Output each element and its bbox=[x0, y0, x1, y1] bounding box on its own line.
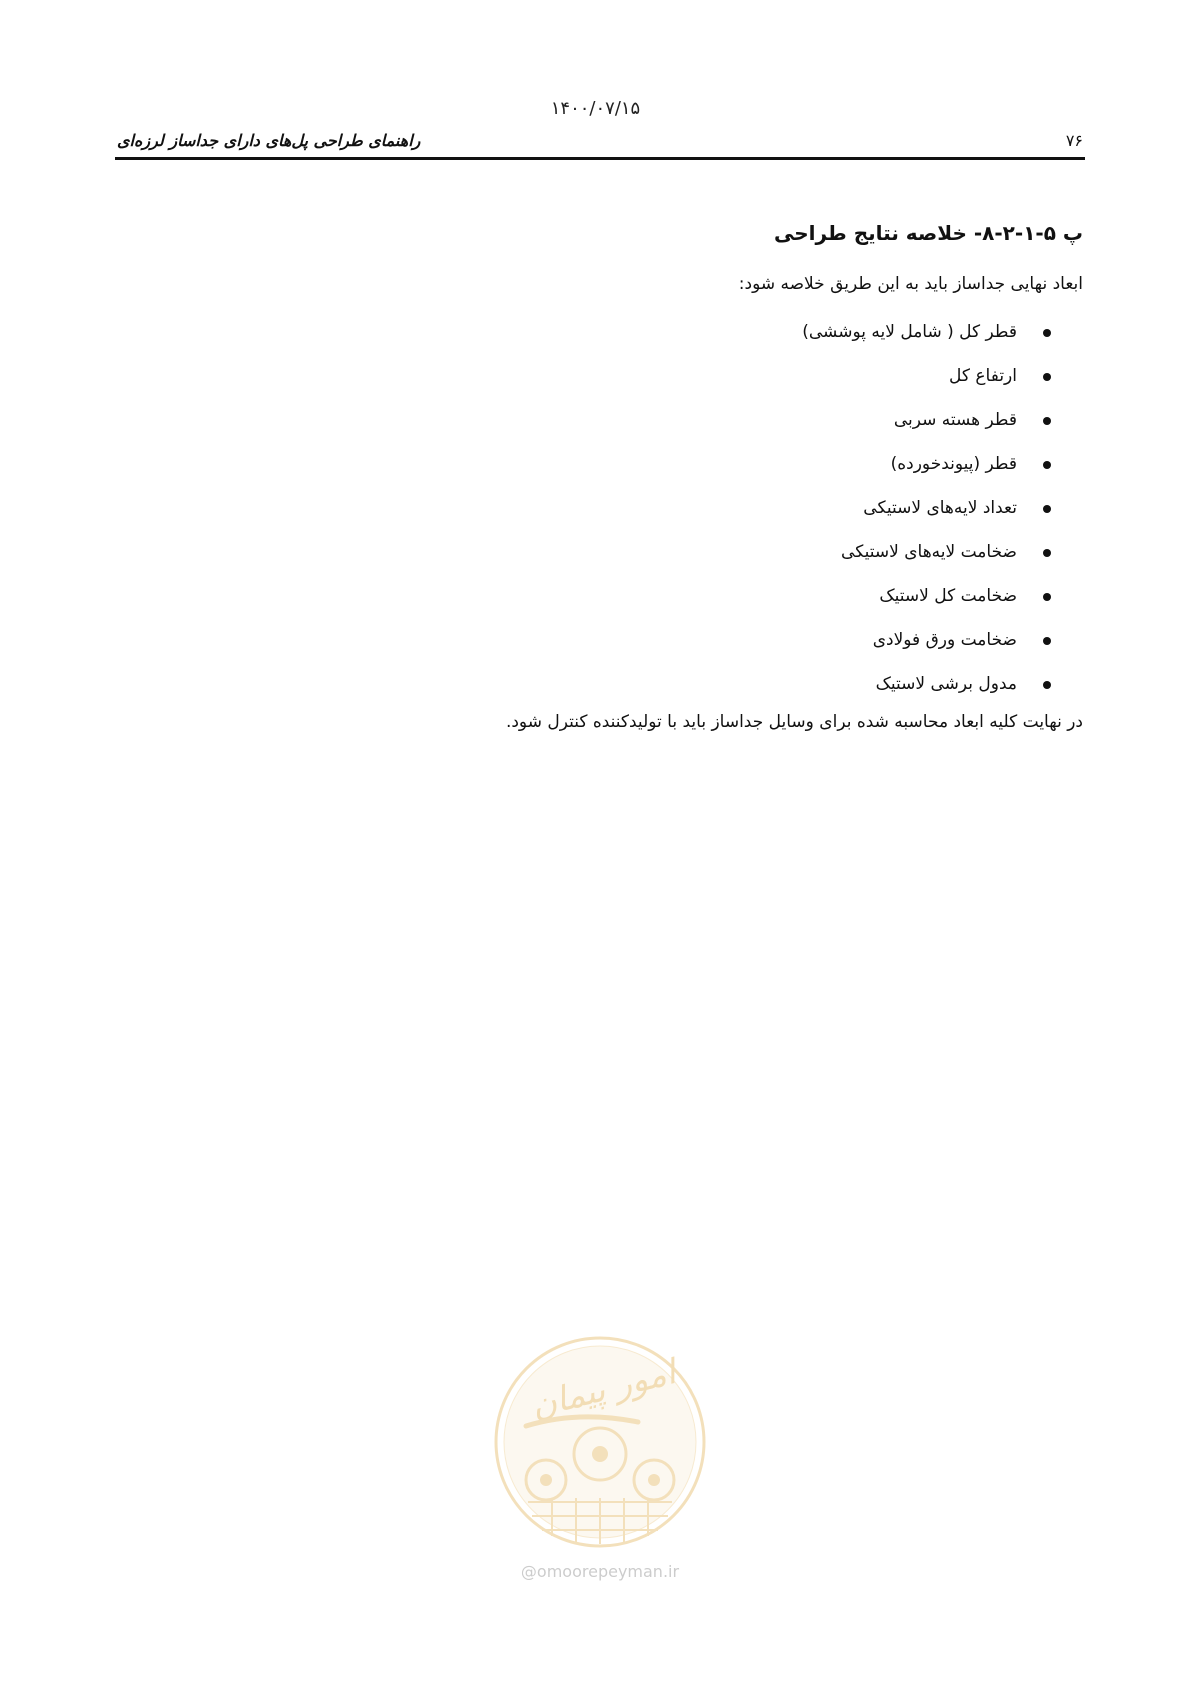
list-item-label: ضخامت ورق فولادی bbox=[872, 630, 1017, 650]
list-item-label: قطر (پیوندخورده) bbox=[890, 454, 1017, 474]
list-item-label: تعداد لایه‌های لاستیکی bbox=[863, 498, 1017, 518]
intro-paragraph: ابعاد نهایی جداساز باید به این طریق خلاصه شود: bbox=[738, 274, 1083, 294]
bullet-icon bbox=[1043, 461, 1051, 469]
bullet-icon bbox=[1043, 549, 1051, 557]
closing-paragraph: در نهایت کلیه ابعاد محاسبه شده برای وسایل جداساز باید با تولیدکننده کنترل شود. bbox=[505, 712, 1083, 732]
svg-text:امور پیمان: امور پیمان bbox=[527, 1352, 680, 1427]
dimension-list bbox=[115, 318, 1083, 714]
list-item bbox=[115, 670, 1051, 714]
list-item-label: ضخامت لایه‌های لاستیکی bbox=[841, 542, 1017, 562]
list-item bbox=[115, 538, 1051, 582]
bullet-icon bbox=[1043, 637, 1051, 645]
list-item bbox=[115, 318, 1051, 362]
watermark-caption: @omoorepeyman.ir bbox=[520, 1562, 680, 1581]
watermark bbox=[488, 1330, 712, 1581]
watermark-logo-icon bbox=[488, 1330, 712, 1554]
list-item-label: مدول برشی لاستیک bbox=[875, 674, 1017, 694]
bullet-icon bbox=[1043, 329, 1051, 337]
list-item bbox=[115, 450, 1051, 494]
header-rule bbox=[115, 157, 1085, 160]
bullet-icon bbox=[1043, 505, 1051, 513]
list-item-label: ارتفاع کل bbox=[949, 366, 1017, 386]
page-number: ۷۶ bbox=[1065, 131, 1083, 150]
list-item-label: قطر هسته سربی bbox=[893, 410, 1017, 430]
list-item bbox=[115, 362, 1051, 406]
bullet-icon bbox=[1043, 593, 1051, 601]
list-item bbox=[115, 494, 1051, 538]
list-item bbox=[115, 626, 1051, 670]
list-item bbox=[115, 406, 1051, 450]
list-item-label: ضخامت کل لاستیک bbox=[879, 586, 1017, 606]
bullet-icon bbox=[1043, 417, 1051, 425]
list-item-label: قطر کل ( شامل لایه پوششی) bbox=[802, 322, 1017, 342]
bullet-icon bbox=[1043, 373, 1051, 381]
list-item bbox=[115, 582, 1051, 626]
section-content bbox=[115, 218, 1083, 736]
document-date: ۱۴۰۰/۰۷/۱۵ bbox=[550, 98, 641, 119]
running-title: راهنمای طراحی پل‌های دارای جداساز لرزه‌ای bbox=[117, 131, 421, 150]
bullet-icon bbox=[1043, 681, 1051, 689]
section-heading: پ ۵-۱-۲-۸- خلاصه نتایج طراحی bbox=[773, 221, 1083, 245]
running-header bbox=[117, 131, 1083, 157]
